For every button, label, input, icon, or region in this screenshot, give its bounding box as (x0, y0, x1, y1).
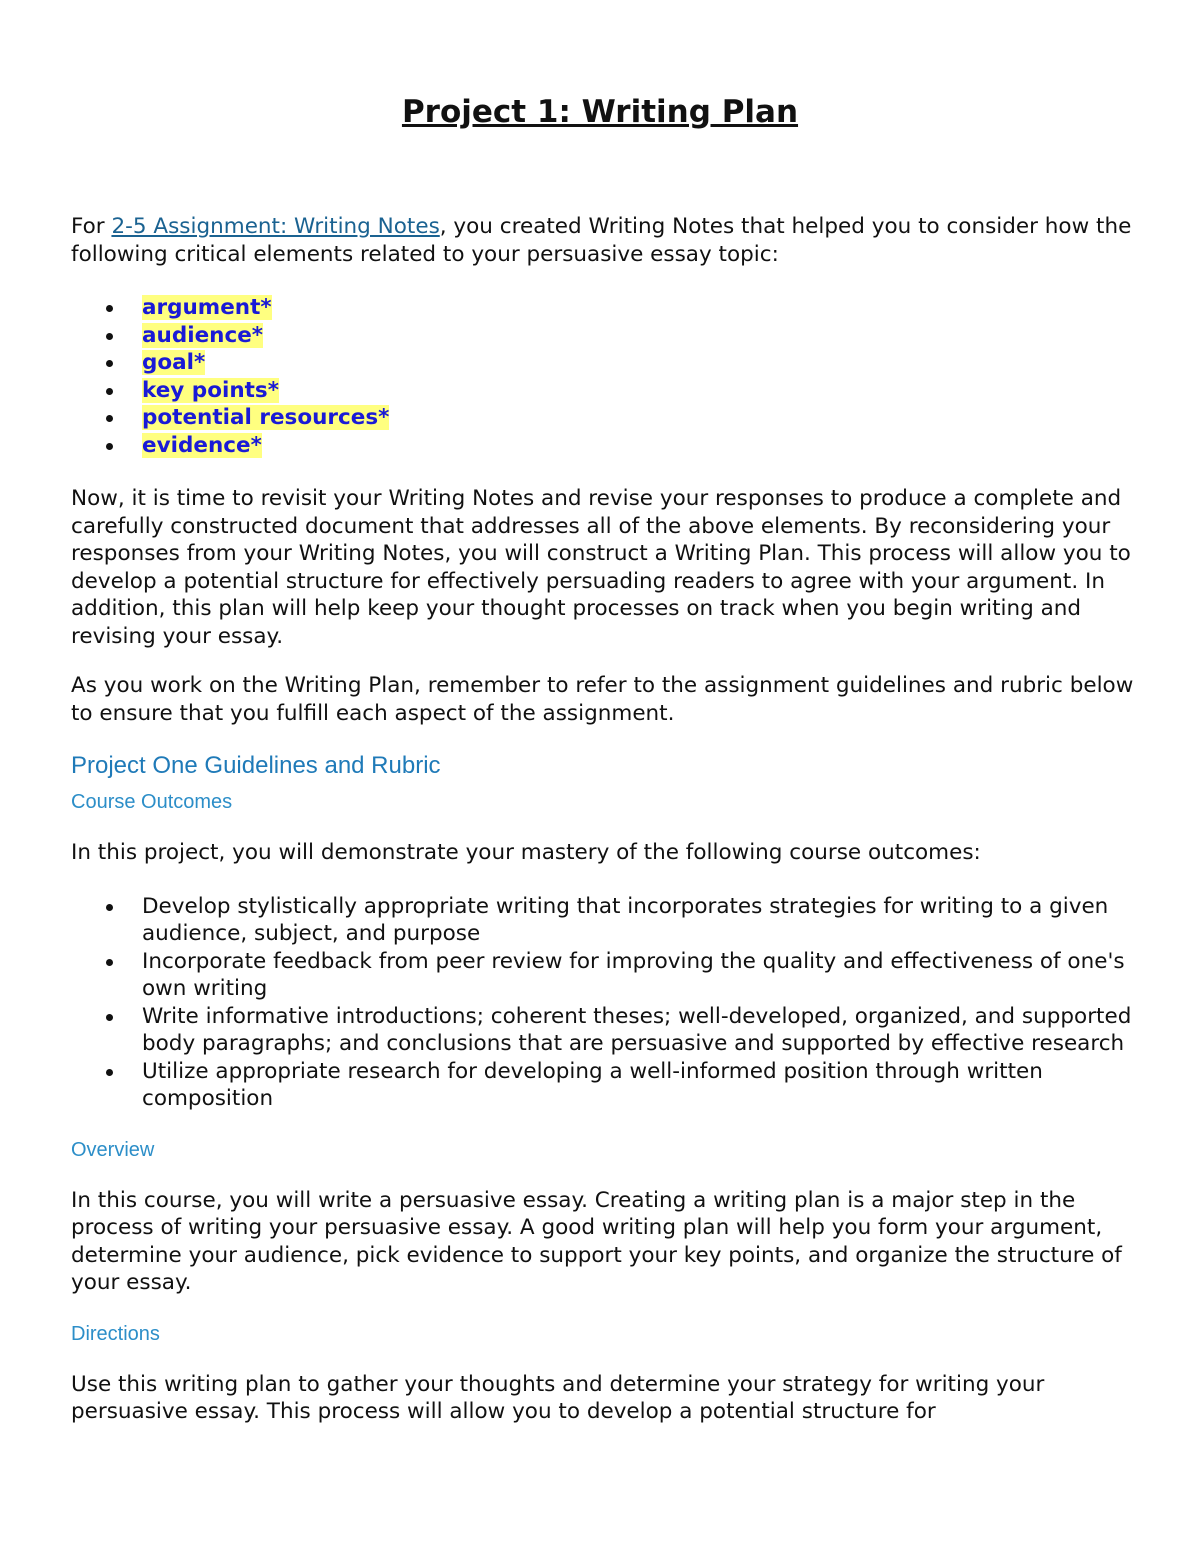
course-outcomes-list (71, 893, 1141, 1113)
element-audience: audience* (142, 322, 264, 348)
document-body (71, 213, 1141, 1426)
intro-suffix: , you created Writing Notes that helped you to consider how the following critical elements related to your persuasive essay topic: (71, 214, 1132, 267)
revisit-paragraph: Now, it is time to revisit your Writing Notes and revise your responses to produce a complete and carefully constructed document that addresses all of the above elements. By reconsidering your responses from your Writing Notes, you will construct a Writing Plan. This process will allow you to develop a potential structure for effectively persuading readers to agree with your argument. In addition, this plan will help keep your thought processes on track when you begin writing and revising your essay. (71, 486, 1131, 649)
overview-heading: Overview (71, 1138, 155, 1161)
list-item: Incorporate feedback from peer review for improving the quality and effectiveness of one's own writing (71, 948, 1141, 1003)
page-title: Project 1: Writing Plan (401, 94, 799, 130)
critical-elements-list (71, 294, 1141, 459)
element-evidence: evidence* (142, 432, 262, 458)
list-item (71, 349, 1141, 377)
list-item (71, 377, 1141, 405)
overview-paragraph: In this course, you will write a persuasive essay. Creating a writing plan is a major step in the process of writing your persuasive essay. A good writing plan will help you form your argument, determine your audience, pick evidence to support your key points, and organize the structure of your essay. (71, 1187, 1122, 1295)
course-outcomes-heading: Course Outcomes (71, 791, 233, 813)
element-argument: argument* (142, 295, 272, 320)
list-item: Write informative introductions; coherent theses; well-developed, organized, and supported body paragraphs; and conclusions that are persuasive and supported by effective research (71, 1003, 1141, 1058)
writing-notes-link[interactable]: 2-5 Assignment: Writing Notes (111, 214, 440, 239)
intro-prefix: For (71, 214, 112, 239)
section-heading: Project One Guidelines and Rubric (71, 752, 441, 779)
list-item (71, 294, 1141, 322)
element-goal: goal* (142, 350, 206, 375)
element-key-points: key points* (142, 377, 279, 403)
directions-paragraph: Use this writing plan to gather your thoughts and determine your strategy for writing your persuasive essay. This process will allow you to develop a potential structure for (71, 1371, 1045, 1424)
guidelines-paragraph: As you work on the Writing Plan, remember to refer to the assignment guidelines and rubric below to ensure that you fulfill each aspect of the assignment. (71, 673, 1134, 726)
list-item: Develop stylistically appropriate writing that incorporates strategies for writing to a given audience, subject, and purpose (71, 893, 1141, 948)
list-item (71, 404, 1141, 432)
list-item (71, 432, 1141, 460)
element-potential-resources: potential resources* (142, 405, 390, 430)
list-item: Utilize appropriate research for developing a well-informed position through written composition (71, 1058, 1141, 1113)
directions-heading: Directions (71, 1322, 160, 1345)
course-outcomes-intro: In this project, you will demonstrate your mastery of the following course outcomes: (71, 840, 981, 865)
list-item (71, 322, 1141, 350)
intro-paragraph (71, 213, 1141, 268)
